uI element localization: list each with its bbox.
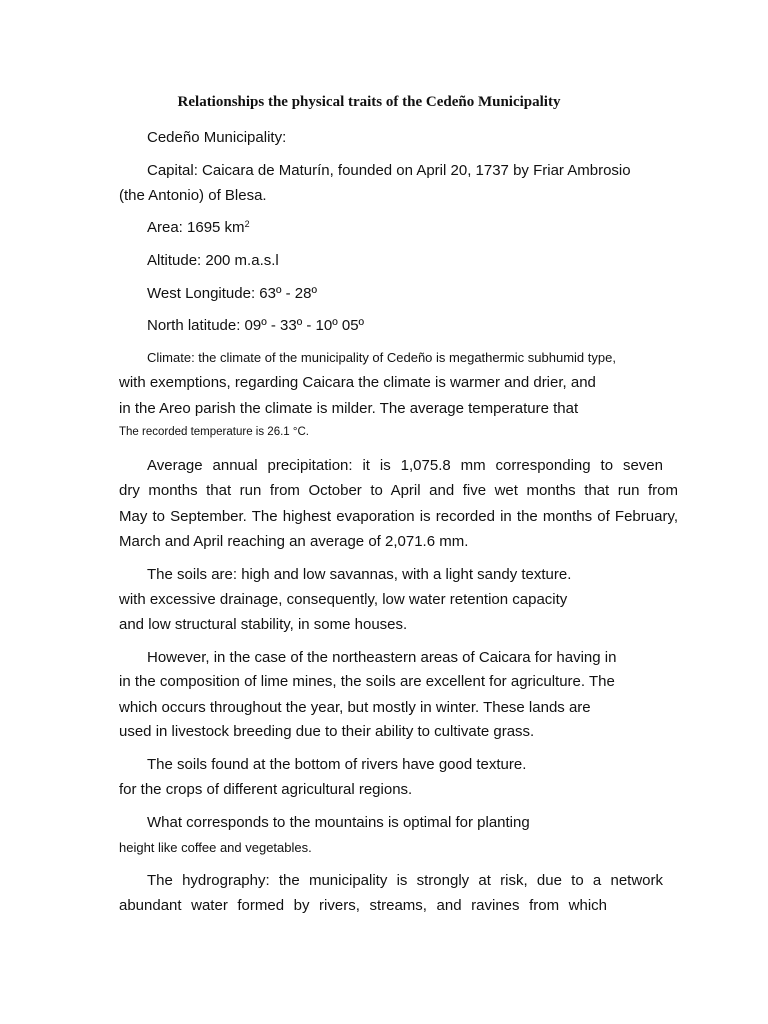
soils-line-2: with excessive drainage, consequently, low water retention capacity: [119, 591, 568, 608]
capital-line-2: (the Antonio) of Blesa.: [119, 187, 267, 204]
climate-line-2: with exemptions, regarding Caicara the climate is warmer and drier, and: [119, 374, 596, 391]
area-text: Area: 1695 km: [147, 219, 245, 236]
northeastern-line-1: However, in the case of the northeastern areas of Caicara for having in: [147, 649, 617, 666]
capital-line-1: Capital: Caicara de Maturín, founded on April 20, 1737 by Friar Ambrosio: [147, 162, 631, 179]
section-heading: Cedeño Municipality:: [147, 129, 287, 146]
mountains-line-2: height like coffee and vegetables.: [119, 840, 312, 855]
climate-line-1: Climate: the climate of the municipality of Cedeño is megathermic subhumid type,: [147, 350, 616, 365]
rivers-line-2: for the crops of different agricultural regions.: [119, 781, 413, 798]
precipitation-line-3: May to September. The highest evaporation is recorded in the months of February,: [119, 508, 678, 525]
northeastern-line-2: in the composition of lime mines, the soils are excellent for agriculture. The: [119, 673, 615, 690]
area-superscript: 2: [244, 219, 250, 229]
area-line: [147, 218, 250, 238]
rivers-line-1: The soils found at the bottom of rivers have good texture.: [147, 756, 527, 773]
precipitation-line-4: March and April reaching an average of 2,071.6 mm.: [119, 533, 469, 550]
west-longitude-line: West Longitude: 63º - 28º: [147, 285, 317, 302]
climate-line-3: in the Areo parish the climate is milder. The average temperature that: [119, 400, 579, 417]
climate-line-4: The recorded temperature is 26.1 °C.: [119, 426, 309, 438]
mountains-line-1: What corresponds to the mountains is optimal for planting: [147, 814, 530, 831]
northeastern-line-3: which occurs throughout the year, but mostly in winter. These lands are: [119, 699, 591, 716]
soils-line-1: The soils are: high and low savannas, with a light sandy texture.: [147, 566, 572, 583]
soils-line-3: and low structural stability, in some houses.: [119, 616, 408, 633]
hydrography-line-1: The hydrography: the municipality is strongly at risk, due to a network: [147, 872, 663, 889]
precipitation-line-1: Average annual precipitation: it is 1,075.8 mm corresponding to seven: [147, 457, 663, 474]
north-latitude-line: North latitude: 09º - 33º - 10º 05º: [147, 317, 365, 334]
precipitation-line-2: dry months that run from October to April and five wet months that run from: [119, 482, 678, 499]
northeastern-line-4: used in livestock breeding due to their ability to cultivate grass.: [119, 723, 535, 740]
hydrography-line-2: abundant water formed by rivers, streams, and ravines from which: [119, 897, 607, 914]
altitude-line: Altitude: 200 m.a.s.l: [147, 252, 279, 269]
document-title: Relationships the physical traits of the Cedeño Municipality: [177, 94, 561, 110]
